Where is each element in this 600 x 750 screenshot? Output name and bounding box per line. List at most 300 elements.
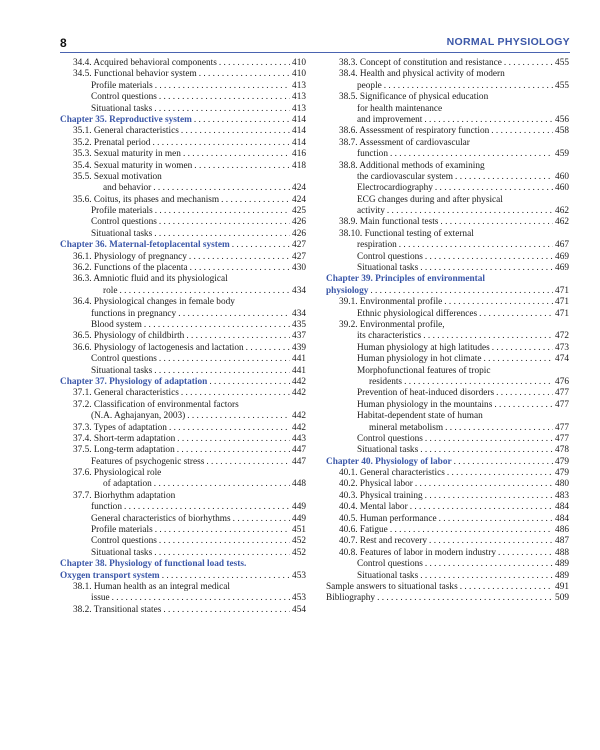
toc-page-number: 434 (292, 285, 306, 296)
toc-page-number: 474 (555, 354, 569, 365)
dot-leader (159, 354, 290, 365)
toc-page-number: 451 (292, 525, 306, 536)
dot-leader (420, 445, 553, 456)
dot-leader (370, 286, 553, 297)
toc-page-number: 455 (555, 58, 569, 68)
toc-page-number: 452 (292, 547, 306, 558)
toc-page-number: 488 (555, 547, 569, 558)
toc-entry-title: 37.7. Biorhythm adaptation (73, 490, 176, 501)
toc-page-number: 459 (555, 149, 569, 160)
toc-entry (60, 502, 306, 513)
toc-entry (326, 138, 569, 149)
toc-entry-title: Profile materials (91, 80, 153, 91)
toc-page-number: 418 (292, 160, 306, 171)
toc-page-number: 486 (555, 525, 569, 536)
toc-entry-title: Sample answers to situational tasks (326, 581, 458, 592)
dot-leader (425, 559, 553, 570)
toc-page-number: 484 (555, 513, 569, 524)
toc-page-number: 414 (292, 126, 306, 137)
toc-page-number: 467 (555, 240, 569, 251)
toc-chapter-heading (326, 286, 569, 297)
toc-entry-title: of adaptation (103, 479, 152, 490)
toc-entry (60, 297, 306, 308)
toc-entry-title: its characteristics (357, 331, 422, 342)
dot-leader (423, 331, 553, 342)
dot-leader (155, 206, 290, 217)
toc-entry-title: 35.4. Sexual maturity in women (73, 160, 193, 171)
toc-entry-title: 40.8. Features of labor in modern industry (339, 547, 496, 558)
dot-leader (445, 423, 553, 434)
toc-entry-title: functions in pregnancy (91, 308, 177, 319)
toc-page-number: 477 (555, 433, 569, 444)
toc-entry-title: for health maintenance (357, 103, 443, 114)
toc-page-number: 489 (555, 559, 569, 570)
dot-leader (496, 388, 553, 399)
toc-entry-title: physiology (326, 285, 369, 296)
toc-entry (60, 104, 306, 115)
dot-leader (447, 468, 553, 479)
toc-entry (326, 445, 569, 456)
toc-entry-title: Habitat-dependent state of human (357, 411, 483, 422)
toc-chapter-heading (326, 457, 569, 468)
toc-page-number: 458 (555, 126, 569, 137)
toc-entry-title: 37.2. Classification of environmental factors (73, 399, 239, 410)
dot-leader (384, 81, 553, 92)
toc-entry (60, 548, 306, 559)
toc-page-number: 442 (292, 388, 306, 399)
toc-page-number: 413 (292, 80, 306, 91)
toc-entry-title: 40.3. Physical training (339, 490, 423, 501)
dot-leader (429, 536, 553, 547)
dot-leader (424, 115, 553, 126)
toc-entry-title: Chapter 40. Physiology of labor (326, 456, 452, 467)
toc-entry-title: function (357, 149, 388, 160)
dot-leader (189, 252, 290, 263)
toc-chapter-heading (60, 571, 306, 582)
dot-leader (112, 593, 290, 604)
toc-chapter-heading (60, 559, 306, 570)
toc-entry-title: Situational tasks (91, 228, 153, 239)
toc-entry-title: 35.5. Sexual motivation (73, 171, 162, 182)
dot-leader (439, 514, 553, 525)
toc-entry (326, 514, 569, 525)
toc-entry (326, 92, 569, 103)
dot-leader (387, 206, 553, 217)
toc-page-number: 443 (292, 433, 306, 444)
toc-entry-title: 36.4. Physiological changes in female body (73, 297, 235, 308)
toc-entry (60, 263, 306, 274)
toc-entry (60, 388, 306, 399)
toc-page-number: 471 (555, 285, 569, 296)
toc-page-number: 484 (555, 502, 569, 513)
dot-leader (187, 411, 290, 422)
toc-entry (60, 400, 306, 411)
toc-entry-title: Control questions (357, 251, 423, 262)
toc-entry (60, 138, 306, 149)
toc-chapter-heading (60, 115, 306, 126)
toc-page-number: 476 (555, 376, 569, 387)
dot-leader (155, 525, 290, 536)
toc-entry-title: 40.5. Human performance (339, 513, 437, 524)
toc-entry-title: 34.4. Acquired behavioral components (73, 58, 217, 68)
toc-page-number: 442 (292, 376, 306, 387)
toc-entry-title: 38.1. Human health as an integral medical (73, 581, 230, 592)
toc-entry-title: respiration (357, 240, 397, 251)
toc-entry (326, 502, 569, 513)
dot-leader (504, 58, 553, 69)
toc-entry-title: Ethnic physiological differences (357, 308, 478, 319)
toc-page-number: 442 (292, 411, 306, 422)
toc-entry-title: 40.7. Rest and recovery (339, 536, 428, 547)
page-number: 8 (60, 36, 67, 50)
toc-entry (60, 252, 306, 263)
running-title: NORMAL PHYSIOLOGY (446, 36, 570, 48)
toc-entry (326, 320, 569, 331)
toc-page-number: 447 (292, 456, 306, 467)
toc-page-number: 425 (292, 206, 306, 217)
toc-entry (326, 126, 569, 137)
toc-entry-title: 38.3. Concept of constitution and resistance (339, 58, 502, 68)
toc-left-column (60, 58, 306, 616)
toc-entry (326, 206, 569, 217)
toc-page-number: 441 (292, 365, 306, 376)
toc-entry (326, 343, 569, 354)
dot-leader (455, 172, 553, 183)
dot-leader (483, 354, 553, 365)
toc-entry-title: Control questions (357, 433, 423, 444)
dot-leader (177, 445, 290, 456)
toc-entry-title: Chapter 37. Physiology of adaptation (60, 376, 208, 387)
toc-entry (60, 354, 306, 365)
dot-leader (491, 126, 553, 137)
toc-page-number: 473 (555, 342, 569, 353)
toc-entry (60, 229, 306, 240)
toc-entry-title: Profile materials (91, 206, 153, 217)
toc-page-number: 424 (292, 194, 306, 205)
dot-leader (479, 309, 553, 320)
toc-entry (60, 206, 306, 217)
dot-leader (498, 548, 553, 559)
toc-entry (326, 559, 569, 570)
toc-entry-title: 38.7. Assessment of cardiovascular (339, 137, 470, 148)
dot-leader (425, 434, 553, 445)
toc-page-number: 424 (292, 183, 306, 194)
toc-right-column (326, 58, 569, 605)
dot-leader (144, 320, 290, 331)
dot-leader (440, 217, 553, 228)
toc-entry (326, 240, 569, 251)
toc-page-number: 453 (292, 593, 306, 604)
toc-entry-title: Control questions (91, 536, 157, 547)
dot-leader (154, 366, 290, 377)
dot-leader (178, 309, 290, 320)
toc-page-number: 414 (292, 114, 306, 125)
toc-page-number: 454 (292, 604, 306, 615)
dot-leader (159, 536, 290, 547)
toc-entry-title: 38.8. Additional methods of examining (339, 160, 485, 171)
toc-entry (60, 69, 306, 80)
toc-entry (326, 183, 569, 194)
toc-entry (326, 195, 569, 206)
toc-page-number: 449 (292, 502, 306, 513)
toc-entry (60, 183, 306, 194)
toc-page-number: 410 (292, 69, 306, 80)
toc-page-number: 410 (292, 58, 306, 68)
dot-leader (404, 377, 553, 388)
toc-entry-title: 40.1. General characteristics (339, 468, 445, 479)
dot-leader (425, 252, 553, 263)
toc-entry-title: Oxygen transport system (60, 570, 160, 581)
toc-entry (60, 81, 306, 92)
toc-page-number: 477 (555, 388, 569, 399)
toc-entry (60, 92, 306, 103)
toc-entry (60, 525, 306, 536)
toc-entry (60, 605, 306, 616)
dot-leader (153, 183, 290, 194)
dot-leader (246, 343, 290, 354)
toc-entry (326, 172, 569, 183)
toc-entry-title: 38.4. Health and physical activity of modern (339, 69, 505, 80)
toc-entry (60, 491, 306, 502)
toc-entry (326, 400, 569, 411)
toc-entry (326, 309, 569, 320)
dot-leader (124, 502, 290, 513)
toc-page-number: 413 (292, 103, 306, 114)
toc-page-number: 480 (555, 479, 569, 490)
toc-entry (60, 366, 306, 377)
toc-entry-title: 36.3. Amniotic fluid and its physiological (73, 274, 228, 285)
toc-entry-title: Bibliography (326, 593, 376, 604)
toc-entry (326, 388, 569, 399)
toc-entry (60, 514, 306, 525)
dot-leader (492, 343, 553, 354)
toc-entry (326, 582, 569, 593)
toc-entry (60, 172, 306, 183)
toc-entry (326, 479, 569, 490)
dot-leader (494, 400, 553, 411)
toc-entry (326, 229, 569, 240)
toc-entry-title: 37.4. Short-term adaptation (73, 433, 176, 444)
toc-page-number: 427 (292, 240, 306, 251)
toc-entry (60, 161, 306, 172)
header-rule (60, 52, 570, 53)
dot-leader (390, 149, 553, 160)
dot-leader (435, 183, 553, 194)
toc-entry-title: Chapter 39. Principles of environmental (326, 274, 485, 285)
toc-entry-title: issue (91, 593, 110, 604)
toc-entry-title: role (103, 285, 118, 296)
dot-leader (169, 423, 290, 434)
toc-entry-title: 35.6. Coitus, its phases and mechanism (73, 194, 220, 205)
toc-entry-title: and behavior (103, 183, 152, 194)
toc-entry (326, 366, 569, 377)
toc-page-number: 435 (292, 319, 306, 330)
toc-entry (60, 536, 306, 547)
toc-entry (326, 354, 569, 365)
toc-entry-title: Situational tasks (357, 263, 419, 274)
toc-page-number: 430 (292, 263, 306, 274)
toc-entry (326, 252, 569, 263)
toc-entry-title: Chapter 36. Maternal-fetoplacental system (60, 240, 230, 251)
toc-entry-title: people (357, 80, 382, 91)
toc-entry (326, 434, 569, 445)
toc-entry-title: 37.5. Long-term adaptation (73, 445, 175, 456)
dot-leader (159, 92, 290, 103)
toc-page-number: 452 (292, 536, 306, 547)
toc-entry (326, 525, 569, 536)
dot-leader (154, 229, 290, 240)
dot-leader (460, 582, 553, 593)
toc-page-number: 472 (555, 331, 569, 342)
toc-page-number: 469 (555, 263, 569, 274)
toc-page-number: 471 (555, 297, 569, 308)
toc-entry-title: 38.10. Functional testing of external (339, 228, 474, 239)
toc-entry-title: ECG changes during and after physical (357, 194, 503, 205)
dot-leader (420, 571, 553, 582)
toc-entry-title: 40.6. Fatigue (339, 525, 388, 536)
toc-page-number: 442 (292, 422, 306, 433)
toc-page-number: 509 (555, 593, 569, 604)
toc-entry-title: General characteristics of biorhythms (91, 513, 231, 524)
toc-entry-title: (N.A. Aghajanyan, 2003) (91, 411, 186, 422)
toc-entry (60, 195, 306, 206)
toc-page-number: 416 (292, 149, 306, 160)
toc-entry (60, 331, 306, 342)
toc-page-number: 487 (555, 536, 569, 547)
toc-entry-title: 34.5. Functional behavior system (73, 69, 197, 80)
toc-entry (60, 593, 306, 604)
dot-leader (186, 331, 290, 342)
dot-leader (159, 217, 290, 228)
dot-leader (154, 548, 290, 559)
toc-entry (326, 263, 569, 274)
dot-leader (154, 104, 290, 115)
toc-entry-title: Morphofunctional features of tropic (357, 365, 491, 376)
toc-entry-title: Situational tasks (91, 547, 153, 558)
toc-entry-title: the cardiovascular system (357, 171, 454, 182)
toc-entry (60, 457, 306, 468)
dot-leader (232, 240, 290, 251)
dot-leader (221, 195, 290, 206)
toc-page-number: 478 (555, 445, 569, 456)
toc-entry-title: Situational tasks (91, 103, 153, 114)
toc-page-number: 413 (292, 92, 306, 103)
toc-entry (60, 468, 306, 479)
toc-entry-title: Blood system (91, 319, 142, 330)
toc-chapter-heading (326, 274, 569, 285)
toc-entry-title: 35.3. Sexual maturity in men (73, 149, 181, 160)
toc-entry (326, 411, 569, 422)
toc-entry-title: Control questions (91, 354, 157, 365)
toc-entry (326, 115, 569, 126)
toc-entry-title: 37.1. General characteristics (73, 388, 179, 399)
toc-entry-title: Prevention of heat-induced disorders (357, 388, 495, 399)
toc-entry-title: 37.3. Types of adaptation (73, 422, 167, 433)
toc-page-number: 491 (555, 581, 569, 592)
dot-leader (190, 263, 290, 274)
toc-page-number: 426 (292, 217, 306, 228)
dot-leader (377, 593, 553, 604)
toc-entry (326, 593, 569, 604)
dot-leader (399, 240, 553, 251)
toc-page-number: 462 (555, 217, 569, 228)
toc-entry (326, 297, 569, 308)
toc-entry (326, 161, 569, 172)
toc-page-number: 434 (292, 308, 306, 319)
toc-entry (326, 149, 569, 160)
toc-chapter-heading (60, 377, 306, 388)
toc-page-number: 469 (555, 251, 569, 262)
toc-entry-title: 38.2. Transitional states (73, 604, 162, 615)
toc-entry-title: Human physiology in the mountains (357, 399, 493, 410)
toc-entry (326, 81, 569, 92)
dot-leader (155, 81, 290, 92)
toc-entry-title: Control questions (91, 217, 157, 228)
running-header (60, 36, 570, 52)
dot-leader (194, 161, 290, 172)
toc-entry-title: Electrocardiography (357, 183, 433, 194)
toc-entry (60, 126, 306, 137)
toc-entry (326, 491, 569, 502)
dot-leader (177, 434, 290, 445)
toc-page-number: 479 (555, 456, 569, 467)
toc-page-number: 439 (292, 342, 306, 353)
toc-entry-title: function (91, 502, 122, 513)
toc-entry-title: mineral metabolism (369, 422, 444, 433)
toc-entry (60, 434, 306, 445)
toc-entry-title: 38.5. Significance of physical education (339, 92, 489, 103)
toc-entry-title: 38.9. Main functional tests (339, 217, 439, 228)
dot-leader (410, 502, 553, 513)
dot-leader (119, 286, 290, 297)
toc-entry (60, 582, 306, 593)
toc-entry-title: Situational tasks (91, 365, 153, 376)
toc-entry-title: 39.2. Environmental profile, (339, 319, 445, 330)
dot-leader (415, 479, 553, 490)
toc-entry-title: activity (357, 206, 385, 217)
toc-entry-title: residents (369, 376, 403, 387)
dot-leader (209, 377, 290, 388)
toc-page-number: 447 (292, 445, 306, 456)
toc-entry (326, 58, 569, 69)
toc-entry-title: 40.2. Physical labor (339, 479, 413, 490)
toc-page-number: 453 (292, 570, 306, 581)
toc-entry-title: and improvement (357, 114, 423, 125)
dot-leader (162, 571, 290, 582)
toc-entry-title: Control questions (357, 559, 423, 570)
toc-entry-title: 36.6. Physiology of lactogenesis and lactation (73, 342, 244, 353)
toc-page-number: 414 (292, 137, 306, 148)
toc-page-number: 462 (555, 206, 569, 217)
toc-entry (326, 217, 569, 228)
toc-page-number: 483 (555, 490, 569, 501)
toc-page-number: 449 (292, 513, 306, 524)
toc-page-number: 455 (555, 80, 569, 91)
toc-page-number: 477 (555, 399, 569, 410)
dot-leader (181, 126, 290, 137)
dot-leader (183, 149, 290, 160)
dot-leader (194, 115, 290, 126)
toc-entry (326, 377, 569, 388)
dot-leader (163, 605, 290, 616)
toc-entry-title: 35.2. Prenatal period (73, 137, 151, 148)
toc-entry-title: Situational tasks (357, 570, 419, 581)
toc-entry (60, 309, 306, 320)
toc-entry-title: Profile materials (91, 525, 153, 536)
toc-entry (60, 149, 306, 160)
toc-entry (60, 58, 306, 69)
dot-leader (181, 388, 290, 399)
